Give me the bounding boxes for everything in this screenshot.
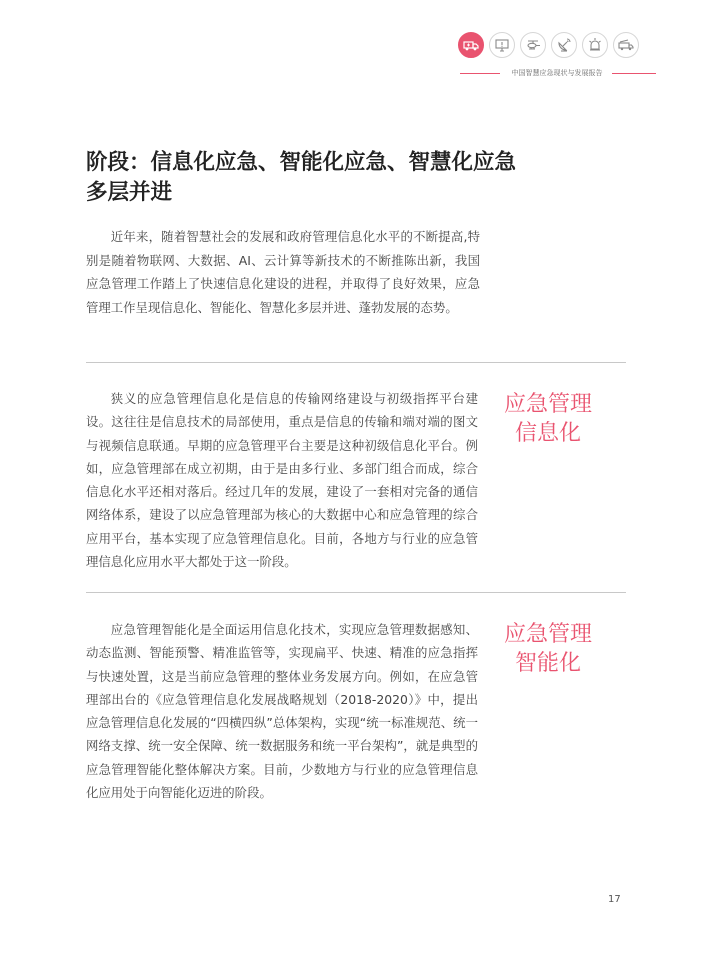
section-divider-1 [86, 362, 626, 363]
heading-line-2: 信息化 [514, 421, 581, 446]
header-rule-right [612, 73, 656, 74]
section-informatization-heading [496, 390, 600, 448]
header-caption: 中国智慧应急现状与发展报告 [511, 69, 603, 77]
ambulance-icon [458, 32, 484, 58]
page-title: 阶段：信息化应急、智能化应急、智慧化应急多层并进 [86, 150, 517, 205]
header-icon-row [458, 32, 639, 58]
section-informatization-body: 狭义的应急管理信息化是信息的传输网络建设与初级指挥平台建设。这往往是信息技术的局部使用，重点是信息的传输和端对端的图文与视频信息联通。早期的应急管理平台主要是这种初级信息化平台。例如，应急管理部在成立初期，由于是由多行业、多部门组合而成，综合信息化水平还相对落后。经过几年的发展，建设了一套相对完备的通信网络体系，建设了以应急管理部为核心的大数据中心和应急管理的综合应用平台，基本实现了应急管理信息化。目前，各地方与行业的应急管理信息化应用水平大都处于这一阶段。 [86, 391, 478, 570]
page-number: 17 [608, 894, 621, 905]
helicopter-icon [520, 32, 546, 58]
intro-paragraph: 近年来，随着智慧社会的发展和政府管理信息化水平的不断提高,特别是随着物联网、大数据、AI、云计算等新技术的不断推陈出新，我国应急管理工作踏上了快速信息化建设的进程，并取得了良好效果，应急管理工作呈现信息化、智能化、智慧化多层并进、蓬勃发展的态势。 [86, 229, 480, 315]
heading-line-1: 应急管理 [503, 622, 592, 647]
siren-icon [582, 32, 608, 58]
heading-line-1: 应急管理 [503, 392, 592, 417]
section-divider-2 [86, 592, 626, 593]
section-intelligence-heading [496, 620, 600, 678]
satellite-dish-icon [551, 32, 577, 58]
monitor-alert-icon [489, 32, 515, 58]
heading-line-2: 智能化 [514, 651, 581, 676]
fire-truck-icon [613, 32, 639, 58]
section-intelligence-body: 应急管理智能化是全面运用信息化技术，实现应急管理数据感知、动态监测、智能预警、精准监管等，实现扁平、快速、精准的应急指挥与快速处置，这是当前应急管理的整体业务发展方向。例如，在应急管理部出台的《应急管理信息化发展战略规划（2018-2020）》中，提出应急管理信息化发展的“四横四纵”总体架构，实现“统一标准规范、统一网络支撑、统一安全保障、统一数据服务和统一平台架构”，就是典型的应急管理智能化整体解决方案。目前，少数地方与行业的应急管理信息化应用处于向智能化迈进的阶段。 [86, 622, 478, 801]
header-rule-left [460, 73, 500, 74]
